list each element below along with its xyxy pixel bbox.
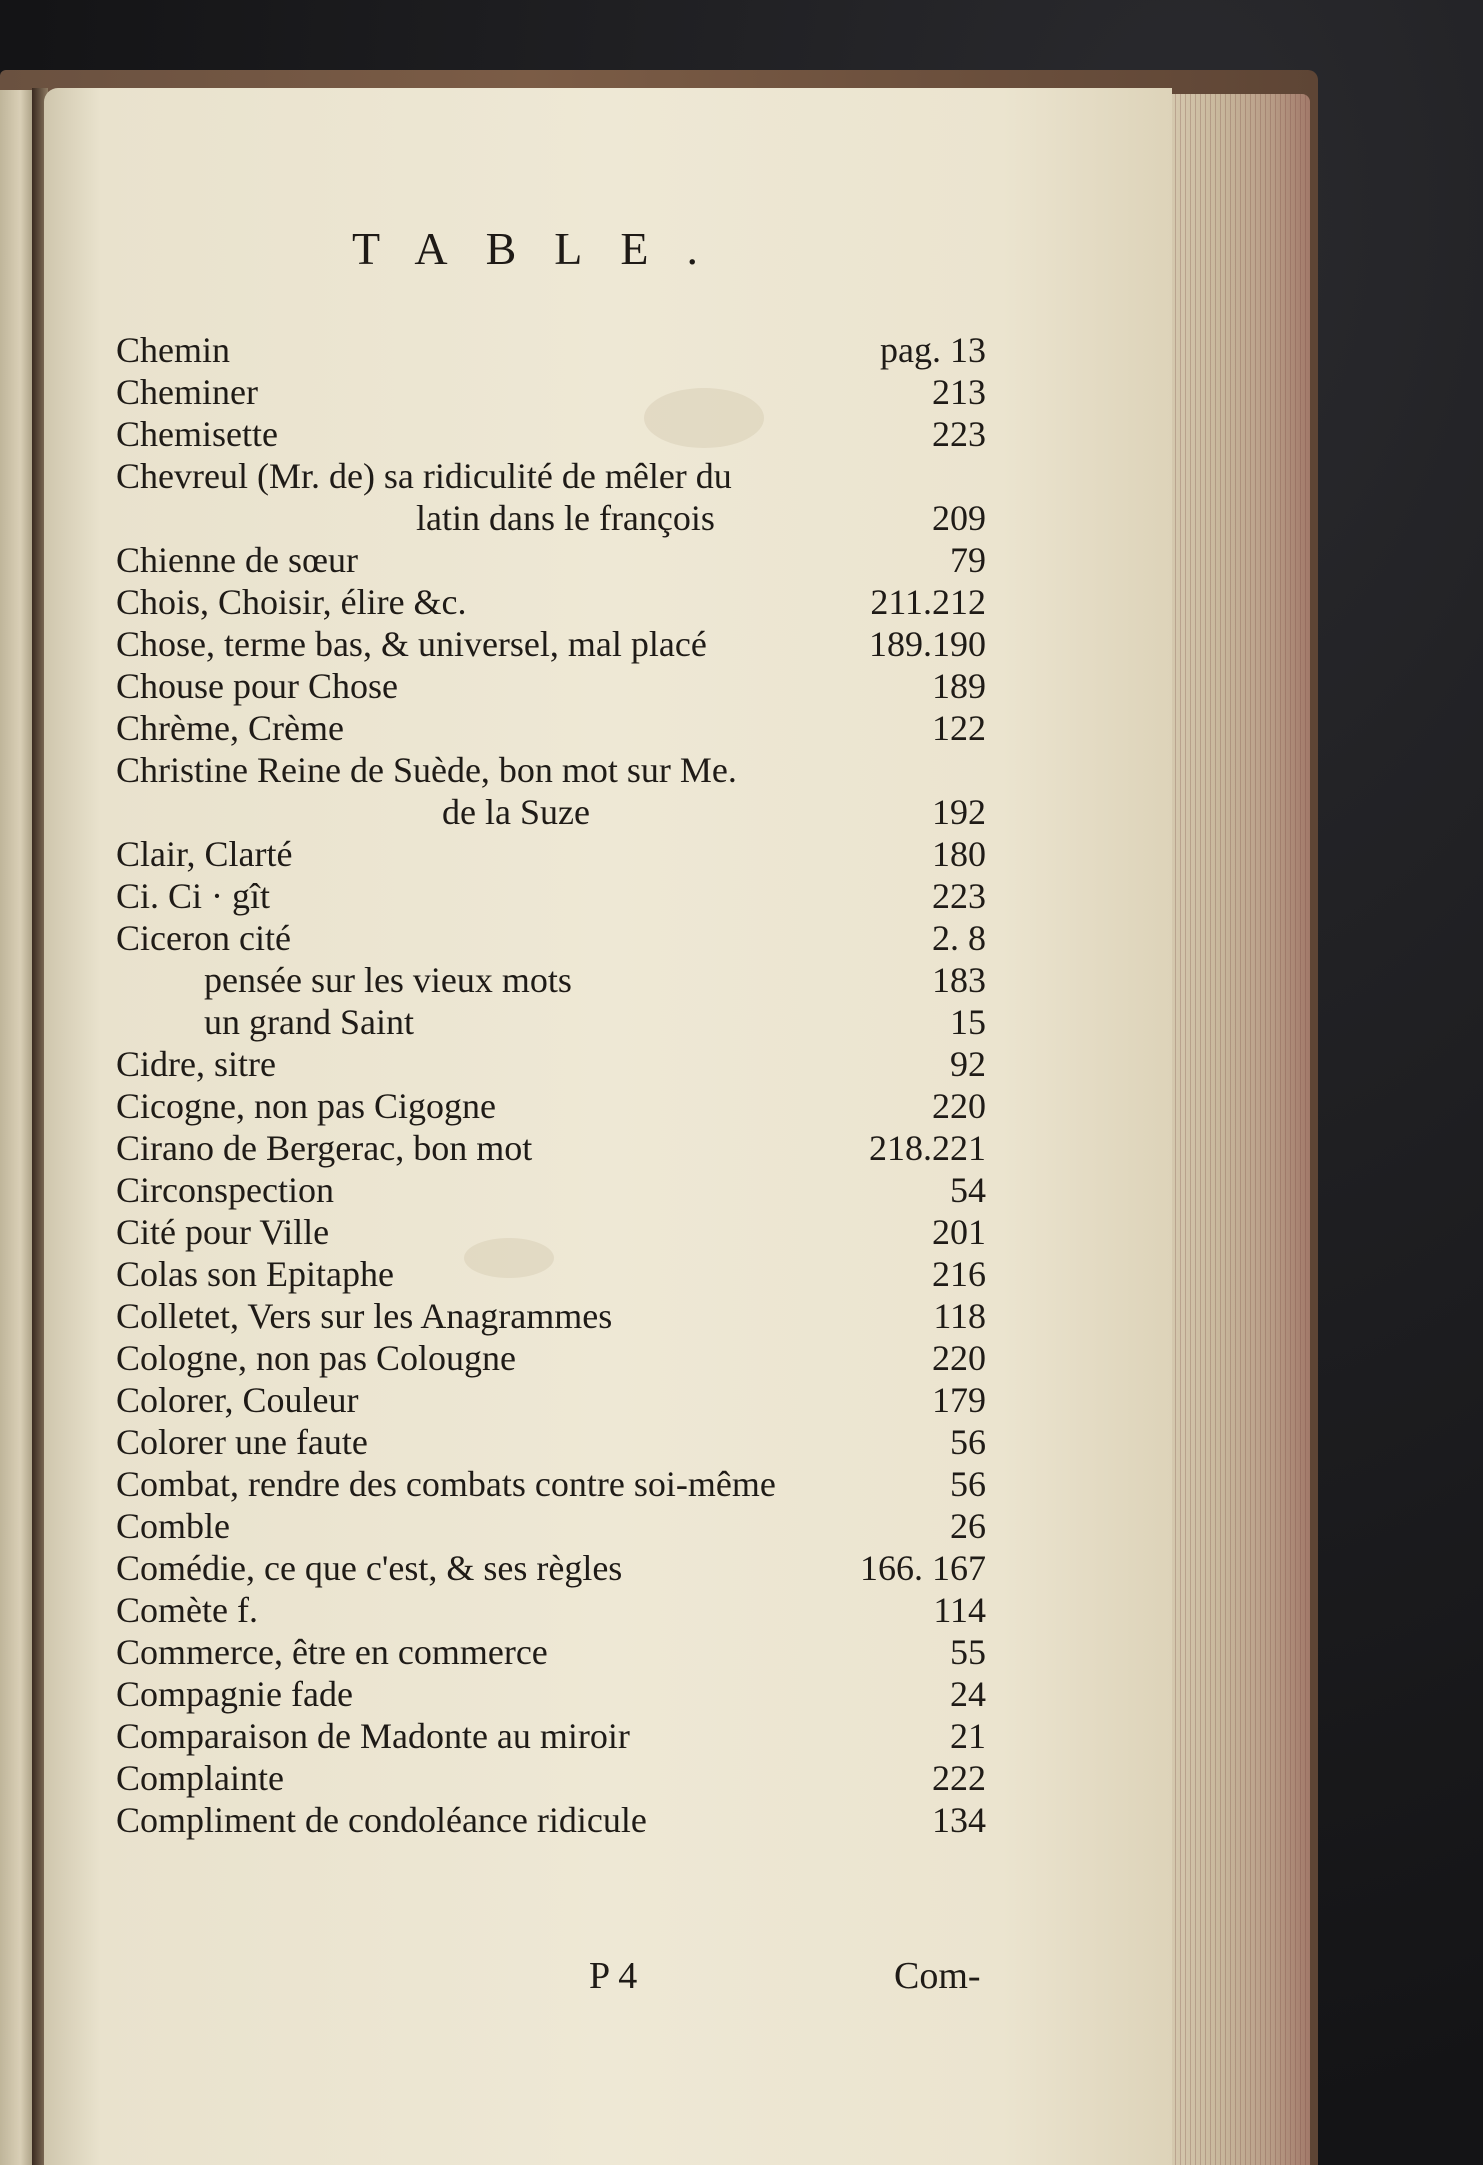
list-item bbox=[116, 1127, 986, 1169]
entry-term: Colorer, Couleur bbox=[116, 1380, 359, 1420]
entry-term: Chienne de sœur bbox=[116, 540, 358, 580]
entry-term: Chevreul (Mr. de) sa ridiculité de mêler du bbox=[116, 456, 732, 496]
entry-term: Compliment de condoléance ridicule bbox=[116, 1800, 647, 1840]
list-item bbox=[116, 413, 986, 455]
entry-term: Cirano de Bergerac, bon mot bbox=[116, 1128, 533, 1168]
entry-page: 92 bbox=[950, 1044, 986, 1084]
entry-page: 26 bbox=[950, 1506, 986, 1546]
entry-page: 166. 167 bbox=[860, 1548, 986, 1588]
entry-term: Chouse pour Chose bbox=[116, 666, 398, 706]
entry-term: Christine Reine de Suède, bon mot sur Me. bbox=[116, 750, 737, 790]
list-item bbox=[116, 1421, 986, 1463]
entry-page: 223 bbox=[932, 414, 986, 454]
entry-term: Combat, rendre des combats contre soi-même bbox=[116, 1464, 776, 1504]
entry-term: Chois, Choisir, élire &c. bbox=[116, 582, 467, 622]
entry-term: Ci. Ci · gît bbox=[116, 876, 271, 916]
list-item bbox=[116, 749, 986, 791]
entry-page: 179 bbox=[932, 1380, 986, 1420]
list-item bbox=[116, 1589, 986, 1631]
entry-term: Commerce, être en commerce bbox=[116, 1632, 548, 1672]
list-item bbox=[116, 1169, 986, 1211]
list-item bbox=[116, 1211, 986, 1253]
list-item bbox=[116, 1715, 986, 1757]
entry-page: 56 bbox=[950, 1422, 986, 1462]
list-item bbox=[116, 581, 986, 623]
list-item bbox=[116, 1295, 986, 1337]
entry-term: de la Suze bbox=[442, 792, 590, 832]
entry-term: Cité pour Ville bbox=[116, 1212, 330, 1252]
signature-mark: P 4 bbox=[589, 1955, 638, 1997]
list-item bbox=[116, 1379, 986, 1421]
entry-page: 54 bbox=[950, 1170, 986, 1210]
entry-page: 216 bbox=[932, 1254, 986, 1294]
entry-term: Cologne, non pas Colougne bbox=[116, 1338, 516, 1378]
list-item bbox=[116, 1043, 986, 1085]
list-item bbox=[116, 875, 986, 917]
list-item bbox=[116, 623, 986, 665]
page-edges bbox=[1160, 94, 1310, 2165]
entry-term: Chemin bbox=[116, 330, 230, 370]
entry-term: Colas son Epitaphe bbox=[116, 1254, 394, 1294]
list-item bbox=[116, 917, 986, 959]
entry-page: 218.221 bbox=[869, 1128, 986, 1168]
facing-page-edge bbox=[0, 90, 34, 2165]
entry-term: Chose, terme bas, & universel, mal placé bbox=[116, 624, 707, 664]
entry-term: Comète f. bbox=[116, 1590, 258, 1630]
entry-page: pag. 13 bbox=[880, 330, 986, 370]
list-item bbox=[116, 665, 986, 707]
catchword: Com- bbox=[894, 1955, 981, 1997]
entry-page: 2. 8 bbox=[932, 918, 986, 958]
entry-page: 122 bbox=[932, 708, 986, 748]
entry-page: 209 bbox=[932, 498, 986, 538]
entry-term: latin dans le françois bbox=[416, 498, 715, 538]
entry-term: un grand Saint bbox=[204, 1002, 414, 1042]
list-item bbox=[116, 1085, 986, 1127]
book-page bbox=[44, 88, 1172, 2165]
list-item bbox=[116, 1799, 986, 1841]
list-item bbox=[116, 455, 986, 497]
list-item bbox=[116, 329, 986, 371]
list-item bbox=[116, 1253, 986, 1295]
entry-page: 118 bbox=[933, 1296, 986, 1336]
entry-term: Complainte bbox=[116, 1758, 284, 1798]
entry-term: Comble bbox=[116, 1506, 230, 1546]
entry-page: 180 bbox=[932, 834, 986, 874]
entry-page: 114 bbox=[933, 1590, 986, 1630]
entry-term: Chrème, Crème bbox=[116, 708, 344, 748]
list-item bbox=[116, 1547, 986, 1589]
page-title: TABLE. bbox=[351, 223, 736, 274]
entry-page: 134 bbox=[932, 1800, 986, 1840]
entry-page: 24 bbox=[950, 1674, 986, 1714]
list-item bbox=[116, 833, 986, 875]
entry-term: pensée sur les vieux mots bbox=[204, 960, 572, 1000]
entry-term: Ciceron cité bbox=[116, 918, 291, 958]
list-item bbox=[116, 791, 986, 833]
entry-page: 211.212 bbox=[870, 582, 986, 622]
entry-page: 192 bbox=[932, 792, 986, 832]
entry-page: 21 bbox=[950, 1716, 986, 1756]
entry-page: 56 bbox=[950, 1464, 986, 1504]
list-item bbox=[116, 1001, 986, 1043]
entry-term: Circonspection bbox=[116, 1170, 334, 1210]
list-item bbox=[116, 1337, 986, 1379]
entry-term: Comparaison de Madonte au miroir bbox=[116, 1716, 630, 1756]
entry-term: Compagnie fade bbox=[116, 1674, 353, 1714]
entry-page: 222 bbox=[932, 1758, 986, 1798]
entry-page: 189.190 bbox=[869, 624, 986, 664]
entry-term: Clair, Clarté bbox=[116, 834, 293, 874]
entry-page: 55 bbox=[950, 1632, 986, 1672]
list-item bbox=[116, 497, 986, 539]
entry-page: 220 bbox=[932, 1086, 986, 1126]
list-item bbox=[116, 1505, 986, 1547]
list-item bbox=[116, 959, 986, 1001]
entry-page: 213 bbox=[932, 372, 986, 412]
entry-term: Cheminer bbox=[116, 372, 258, 412]
entry-page: 201 bbox=[932, 1212, 986, 1252]
entry-page: 220 bbox=[932, 1338, 986, 1378]
list-item bbox=[116, 371, 986, 413]
entry-term: Colorer une faute bbox=[116, 1422, 368, 1462]
entry-term: Cicogne, non pas Cigogne bbox=[116, 1086, 496, 1126]
entry-page: 15 bbox=[950, 1002, 986, 1042]
entry-page: 183 bbox=[932, 960, 986, 1000]
list-item bbox=[116, 1757, 986, 1799]
list-item bbox=[116, 539, 986, 581]
entry-term: Colletet, Vers sur les Anagrammes bbox=[116, 1296, 613, 1336]
entry-term: Cidre, sitre bbox=[116, 1044, 276, 1084]
list-item bbox=[116, 1463, 986, 1505]
entry-page: 223 bbox=[932, 876, 986, 916]
entry-page: 189 bbox=[932, 666, 986, 706]
list-item bbox=[116, 707, 986, 749]
list-item bbox=[116, 1631, 986, 1673]
entry-term: Chemisette bbox=[116, 414, 278, 454]
entry-page: 79 bbox=[950, 540, 986, 580]
entry-term: Comédie, ce que c'est, & ses règles bbox=[116, 1548, 623, 1588]
list-item bbox=[116, 1673, 986, 1715]
